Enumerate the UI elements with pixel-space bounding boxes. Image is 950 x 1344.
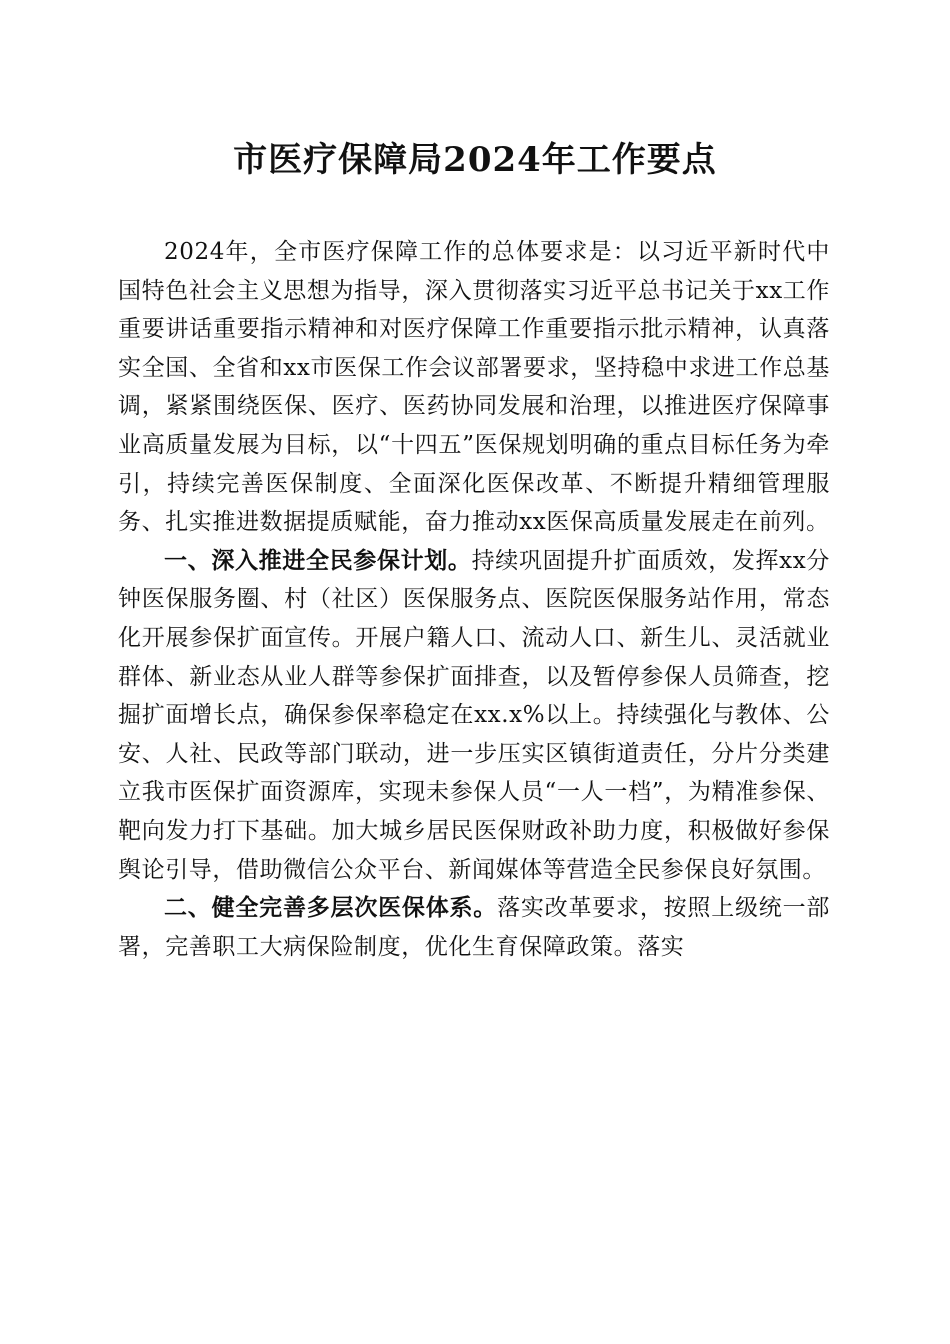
section-1-text: 持续巩固提升扩面质效，发挥xx分钟医保服务圈、村（社区）医保服务点、医院医保服务站作用，常态化开展参保扩面宣传。开展户籍人口、流动人口、新生儿、灵活就业群体、新业态从业人群等参保扩面排查，以及暂停参保人员筛查，挖掘扩面增长点，确保参保率稳定在xx.x%以上。持续强化与教体、公安、人社、民政等部门联动，进一步压实区镇街道责任，分片分类建立我市医保扩面资源库，实现未参保人员“一人一档”，为精准参保、靶向发力打下基础。加大城乡居民医保财政补助力度，积极做好参保舆论引导，借助微信公众平台、新闻媒体等营造全民参保良好氛围。 [118, 547, 830, 883]
paragraph-intro-text: 2024年，全市医疗保障工作的总体要求是：以习近平新时代中国特色社会主义思想为指导，深入贯彻落实习近平总书记关于xx工作重要讲话重要指示精神和对医疗保障工作重要指示批示精神，认真落实全国、全省和xx市医保工作会议部署要求，坚持稳中求进工作总基调，紧紧围绕医保、医疗、医药协同发展和治理，以推进医疗保障事业高质量发展为目标，以“十四五”医保规划明确的重点目标任务为牵引，持续完善医保制度、全面深化医保改革、不断提升精细管理服务、扎实推进数据提质赋能，奋力推动xx医保高质量发展走在前列。 [118, 239, 830, 536]
section-2-text: 落实改革要求，按照上级统一部署，完善职工大病保险制度，优化生育保障政策。落实 [118, 895, 830, 960]
section-1-heading: 一、深入推进全民参保计划。 [164, 546, 472, 574]
paragraph-section-1 [118, 542, 830, 889]
document-body [118, 233, 830, 966]
section-2-heading: 二、健全完善多层次医保体系。 [164, 894, 498, 922]
paragraph-section-2 [118, 889, 830, 966]
paragraph-intro [118, 233, 830, 542]
page-title: 市医疗保障局2024年工作要点 [233, 140, 717, 180]
